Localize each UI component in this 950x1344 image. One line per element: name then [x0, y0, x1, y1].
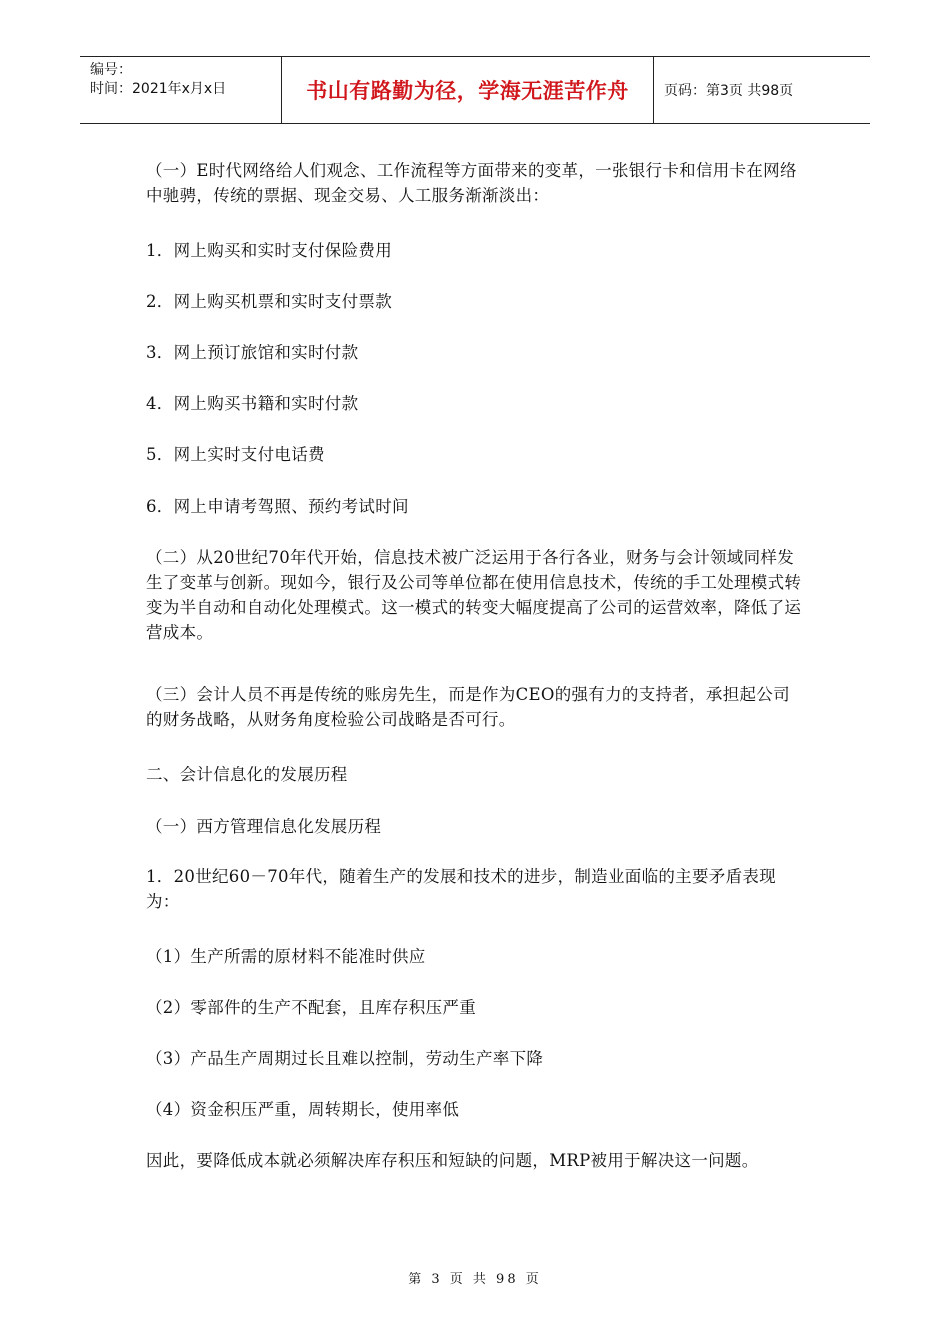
paragraph: 因此，要降低成本就必须解决库存积压和短缺的问题，MRP被用于解决这一问题。 [146, 1151, 759, 1170]
list-item: （3）产品生产周期过长且难以控制，劳动生产率下降 [146, 1049, 544, 1068]
date-label: 时间：2021年x月x日 [90, 81, 227, 97]
list-item: （4）资金积压严重，周转期长，使用率低 [146, 1100, 460, 1119]
paragraph: （一）E时代网络给人们观念、工作流程等方面带来的变革，一张银行卡和信用卡在网络中驰骋，传统的票据、现金交易、人工服务渐渐淡出： [146, 161, 797, 205]
list-item: 5．网上实时支付电话费 [146, 445, 325, 464]
page-footer: 第 3 页 共 98 页 [408, 1272, 542, 1287]
section-heading: 二、会计信息化的发展历程 [146, 765, 348, 784]
list-item: 1．网上购买和实时支付保险费用 [146, 241, 392, 260]
list-item: （1）生产所需的原材料不能准时供应 [146, 947, 426, 966]
header-meta [80, 57, 282, 123]
paragraph: 1．20世纪60－70年代，随着生产的发展和技术的进步，制造业面临的主要矛盾表现为： [146, 867, 776, 911]
list-item: （2）零部件的生产不配套，且库存积压严重 [146, 998, 476, 1017]
page-header [80, 56, 870, 124]
list-item: 3．网上预订旅馆和实时付款 [146, 343, 359, 362]
list-item: 6．网上申请考驾照、预约考试时间 [146, 497, 409, 516]
header-page-label: 页码：第3页 共98页 [664, 83, 794, 99]
list-item: 2．网上购买机票和实时支付票款 [146, 292, 392, 311]
number-label: 编号： [90, 62, 132, 78]
paragraph: （二）从20世纪70年代开始，信息技术被广泛运用于各行各业，财务与会计领域同样发生了变革与创新。现如今，银行及公司等单位都在使用信息技术，传统的手工处理模式转变为半自动和自动化处理模式。这一模式的转变大幅度提高了公司的运营效率，降低了运营成本。 [146, 548, 802, 642]
paragraph: （三）会计人员不再是传统的账房先生，而是作为CEO的强有力的支持者，承担起公司的财务战略，从财务角度检验公司战略是否可行。 [146, 685, 790, 729]
list-item: 4．网上购买书籍和实时付款 [146, 394, 359, 413]
header-motto: 书山有路勤为径，学海无涯苦作舟 [282, 57, 654, 123]
subsection-heading: （一）西方管理信息化发展历程 [146, 817, 382, 836]
